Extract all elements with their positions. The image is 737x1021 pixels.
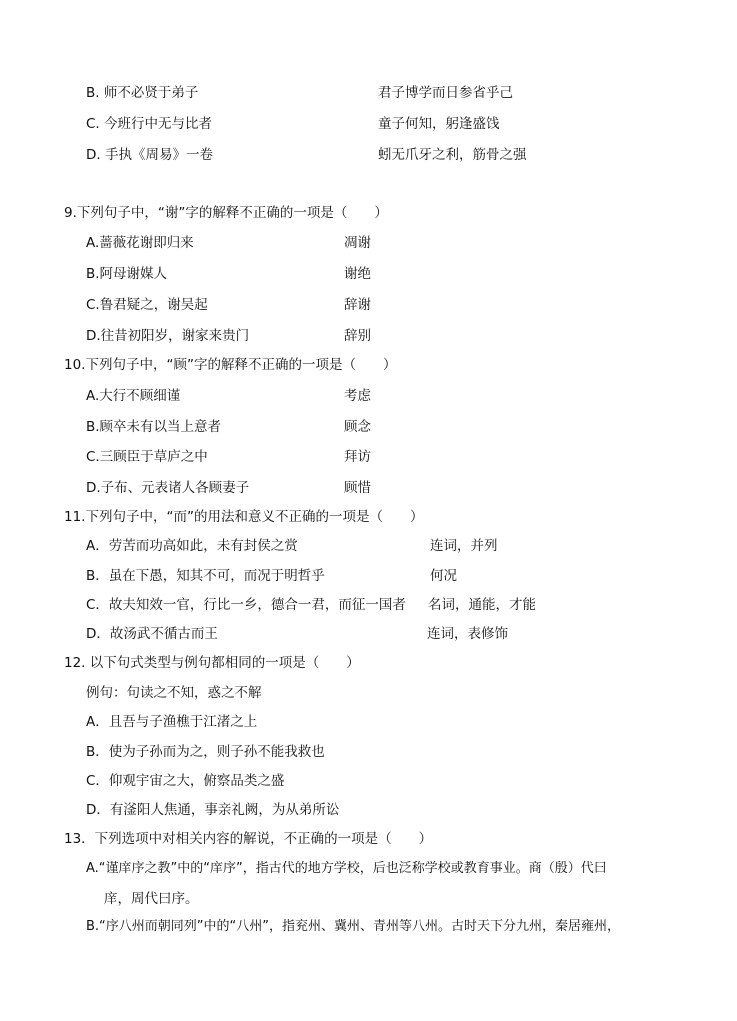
option-text: A.蔷薇花谢即归来 <box>86 235 194 251</box>
option-gloss: 顾念 <box>344 419 371 435</box>
option-gloss: 蚓无爪牙之利，筋骨之强 <box>378 147 527 163</box>
option-gloss: 考虑 <box>344 388 371 404</box>
option-gloss: 谢绝 <box>344 266 371 282</box>
option-text: B. 师不必贤于弟子 <box>86 85 199 101</box>
option-text: C．仰观宇宙之大，俯察品类之盛 <box>86 773 285 789</box>
option-gloss: 连词，表修饰 <box>427 626 508 642</box>
option-text: B．使为子孙而为之，则子孙不能我救也 <box>86 744 325 760</box>
option-gloss: 凋谢 <box>344 235 371 251</box>
option-text: D.子布、元表诸人各顾妻子 <box>86 480 250 496</box>
option-text: C. 今班行中无与比者 <box>86 116 213 132</box>
option-text: A．劳苦而功高如此，未有封侯之赏 <box>86 538 298 554</box>
option-text: D．故汤武不循古而王 <box>86 626 218 642</box>
option-text: C．故夫知效一官，行比一乡，德合一君，而征一国者 <box>86 597 406 613</box>
question-11-stem: 11.下列句子中，“而”的用法和意义不正确的一项是（ ） <box>64 509 424 525</box>
option-a-line1: A.“谨庠序之教”中的“庠序”，指古代的地方学校，后也泛称学校或教育事业。商（殷）代曰 <box>86 861 607 876</box>
option-a-line2: 庠，周代曰序。 <box>104 891 199 907</box>
option-gloss: 辞谢 <box>344 297 371 313</box>
example-sentence: 例句：句读之不知，惑之不解 <box>86 685 262 701</box>
option-text: B.阿母谢媒人 <box>86 266 168 282</box>
option-gloss: 拜访 <box>344 449 371 465</box>
question-13-stem: 13．下列选项中对相关内容的解说，不正确的一项是（ ） <box>64 831 433 847</box>
question-12-stem: 12. 以下句式类型与例句都相同的一项是（ ） <box>64 655 360 671</box>
option-text: B.顾卒未有以当上意者 <box>86 419 222 435</box>
option-text: B．虽在下愚，知其不可，而况于明哲乎 <box>86 568 325 584</box>
option-gloss: 名词，通能，才能 <box>428 597 536 613</box>
option-b-line1: B.“序八州而朝同列”中的“八州”，指兖州、冀州、青州等八州。古时天下分九州，秦居雍州， <box>86 919 620 934</box>
option-text: C.鲁君疑之，谢吴起 <box>86 297 208 313</box>
option-gloss: 辞别 <box>344 328 371 344</box>
question-9-stem: 9.下列句子中，“谢”字的解释不正确的一项是（ ） <box>64 205 388 221</box>
option-text: D.往昔初阳岁，谢家来贵门 <box>86 328 250 344</box>
option-gloss: 童子何知，躬逢盛饯 <box>378 116 500 132</box>
option-gloss: 顾惜 <box>344 480 371 496</box>
option-text: A．且吾与子渔樵于江渚之上 <box>86 714 258 730</box>
option-gloss: 连词，并列 <box>430 538 498 554</box>
option-gloss: 君子博学而日参省乎己 <box>378 85 513 101</box>
option-text: D．有滏阳人焦通，事亲礼阙，为从弟所讼 <box>86 802 340 818</box>
option-text: C.三顾臣于草庐之中 <box>86 449 208 465</box>
option-text: A.大行不顾细谨 <box>86 388 181 404</box>
question-10-stem: 10.下列句子中，“顾”字的解释不正确的一项是（ ） <box>64 357 397 373</box>
option-text: D. 手执《周易》一卷 <box>86 147 213 163</box>
option-gloss: 何况 <box>430 568 457 584</box>
